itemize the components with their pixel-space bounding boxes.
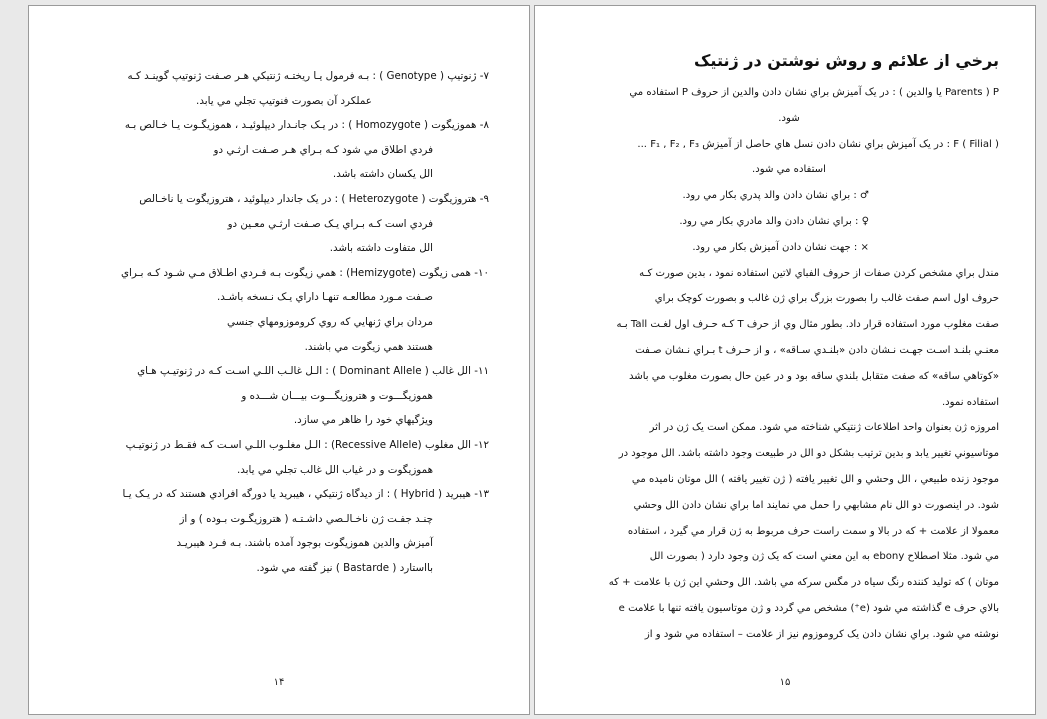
text-line: چنـد جفـت ژن ناخـالـصي داشـتـه ( هتروزیگـوت بـوده ) و از: [179, 512, 433, 525]
text-line: مردان براي ژنهایي که روي کروموزومهاي جنسي: [227, 315, 433, 328]
text-line: مندل براي مشخص کردن صفات از حروف الفباي لاتین استفاده نمود ، بدین صورت کـه: [639, 267, 999, 279]
text-line: ♀ : براي نشان دادن والد مادري بکار مي رود.: [679, 215, 869, 227]
text-line: هموزیگوت و در غیاب الل غالب تجلي مي یابد.: [237, 463, 433, 476]
text-line: عملکرد آن بصورت فنوتیپ تجلي مي یابد.: [196, 94, 372, 107]
text-line: هستند همي زیگوت مي باشند.: [304, 340, 433, 353]
text-line: ♂ : براي نشان دادن والد پدري بکار مي رود.: [682, 190, 869, 202]
text-line: هموزیگـــوت و هتروزیگـــوت بیـــان شـــده و: [241, 389, 433, 402]
text-line: موتاسیوني تغییر یابد و بدین ترتیب بشکل دو الل در طبیعت وجود داشته باشد. الل موجود در: [618, 448, 999, 460]
text-line: ۱۰- همی زیگوت (Hemizygote) : همي زیگوت بـه فـردي اطـلاق مـي شـود کـه بـراي: [121, 266, 489, 279]
text-line: «کوتاهي ساقه» که صفت متقابل بلندي ساقه بود و در عین حال بصورت مغلوب مي باشد: [628, 370, 999, 382]
text-line: فردي اطلاق مي شود کـه بـراي هـر صـفت ارثـي دو: [213, 143, 433, 156]
text-line: استفاده مي شود.: [752, 164, 826, 176]
left-page-number: ۱۴: [273, 677, 285, 688]
text-line: بااستارد ( Bastarde ) نیز گفته مي شود.: [256, 561, 433, 574]
text-line: آمیزش والدین هموزیگوت بوجود آمده باشند. بـه فـرد هیبریـد: [176, 537, 433, 550]
text-line: ۸- هموزیگوت ( Homozygote ) : در یـک جانـدار دیپلوئیـد ، هموزیگـوت یـا خـالص بـه: [124, 119, 489, 132]
text-line: فردي است کـه بـراي یـک صـفت ارثـي معـین دو: [227, 217, 433, 230]
section-title: برخي از علائم و روش نوشتن در ژنتیک: [694, 51, 999, 70]
text-line: معنـي بلنـد اسـت جهـت نـشان دادن «بلنـدي سـاقه» ، و از حـرف t بـراي نـشان صـفت: [635, 344, 999, 356]
left-page: [28, 5, 530, 715]
text-line: F ( Filial ) : در یک آمیزش براي نشان دادن نسل هاي حاصل از آمیزش F₁ , F₂ , F₃ ...: [637, 138, 999, 150]
text-line: معمولا از علامت + که در بالا و سمت راست حرف مربوط به ژن قرار مي گیرد ، استفاده: [627, 525, 999, 537]
text-line: ویژگیهاي خود را ظاهر مي سازد.: [293, 414, 433, 427]
text-line: ۷- ژنوتیپ ( Genotype ) : بـه فرمول یـا ریختـه ژنتیکي هـر صـفت ژنوتیپ گوینـد کـه: [127, 70, 489, 82]
text-line: ۱۳- هیبرید ( Hybrid ) : از دیدگاه ژنتیکي ، هیبرید یا دورگه افرادي هستند که در یـک یـا: [122, 488, 489, 501]
text-line: × : جهت نشان دادن آمیزش بکار مي رود.: [692, 241, 869, 253]
text-line: مي شود. مثلا اصطلاح ebony به این معني است که یک ژن وجود دارد ( بصورت الل: [649, 551, 999, 563]
right-page-lines: [579, 80, 999, 648]
text-line: استفاده نمود.: [941, 396, 999, 408]
text-line: الل متفاوت داشته باشد.: [329, 242, 433, 255]
text-line: شود. در اینصورت دو الل نام مشابهي را حمل مي نمایند اما براي نشان دادن الل وحشي: [633, 499, 999, 511]
text-line: صفت مغلوب مورد استفاده قرار داد. بطور مثال وي از حرف T کـه حـرف اول لغـت Tall بـه: [616, 319, 999, 331]
text-line: نوشته مي شود. براي نشان دادن یک کروموزوم نیز از علامت – استفاده مي شود و از: [644, 628, 999, 640]
text-line: موتان ) که تولید کننده رنگ سیاه در مگس سرکه مي باشد. الل وحشي این ژن با علامت + که: [608, 577, 999, 589]
text-line: حروف اول اسم صفت غالب را بصورت بزرگ براي ژن غالب و بصورت کوچک براي: [654, 293, 999, 305]
text-line: موجود زنده طبیعي ، الل وحشي و الل تغییر یافته ( ژن تغییر یافته ) الل موتان نامیده مي: [631, 473, 999, 485]
text-line: ۱۲- الل مغلوب (Recessive Allele) : الـل مغلـوب اللـي اسـت کـه فقـط در ژنوتیـپ: [125, 438, 489, 451]
text-line: امروزه ژن بعنوان واحد اطلاعات ژنتیکي شناخته مي شود. ممکن است یک ژن در اثر: [649, 422, 999, 434]
text-line: الل یکسان داشته باشد.: [332, 168, 433, 181]
text-line: شود.: [778, 112, 800, 124]
text-line: ۹- هتروزیگوت ( Heterozygote ) : در یک جاندار دیپلوئید ، هتروزیگوت یا ناخـالص: [139, 192, 489, 205]
right-page-text: [579, 46, 999, 648]
left-page-text: [79, 64, 489, 580]
right-page: [534, 5, 1036, 715]
text-line: P ( Parents یا والدین ) : در یک آمیزش براي نشان دادن والدین از حروف P استفاده مي: [629, 87, 999, 98]
text-line: بالاي حرف e گذاشته مي شود (e⁺) مشخص مي گردد و ژن موتاسیون یافته تنها با علامت e: [618, 602, 999, 614]
text-line: صـفت مـورد مطالعـه تنهـا داراي یـک نـسخه باشـد.: [216, 291, 433, 304]
text-line: ۱۱- الل غالب ( Dominant Allele ) : الـل غالـب اللـي اسـت کـه در ژنوتیـپ هـاي: [137, 365, 489, 378]
right-page-number: ۱۵: [779, 677, 791, 688]
